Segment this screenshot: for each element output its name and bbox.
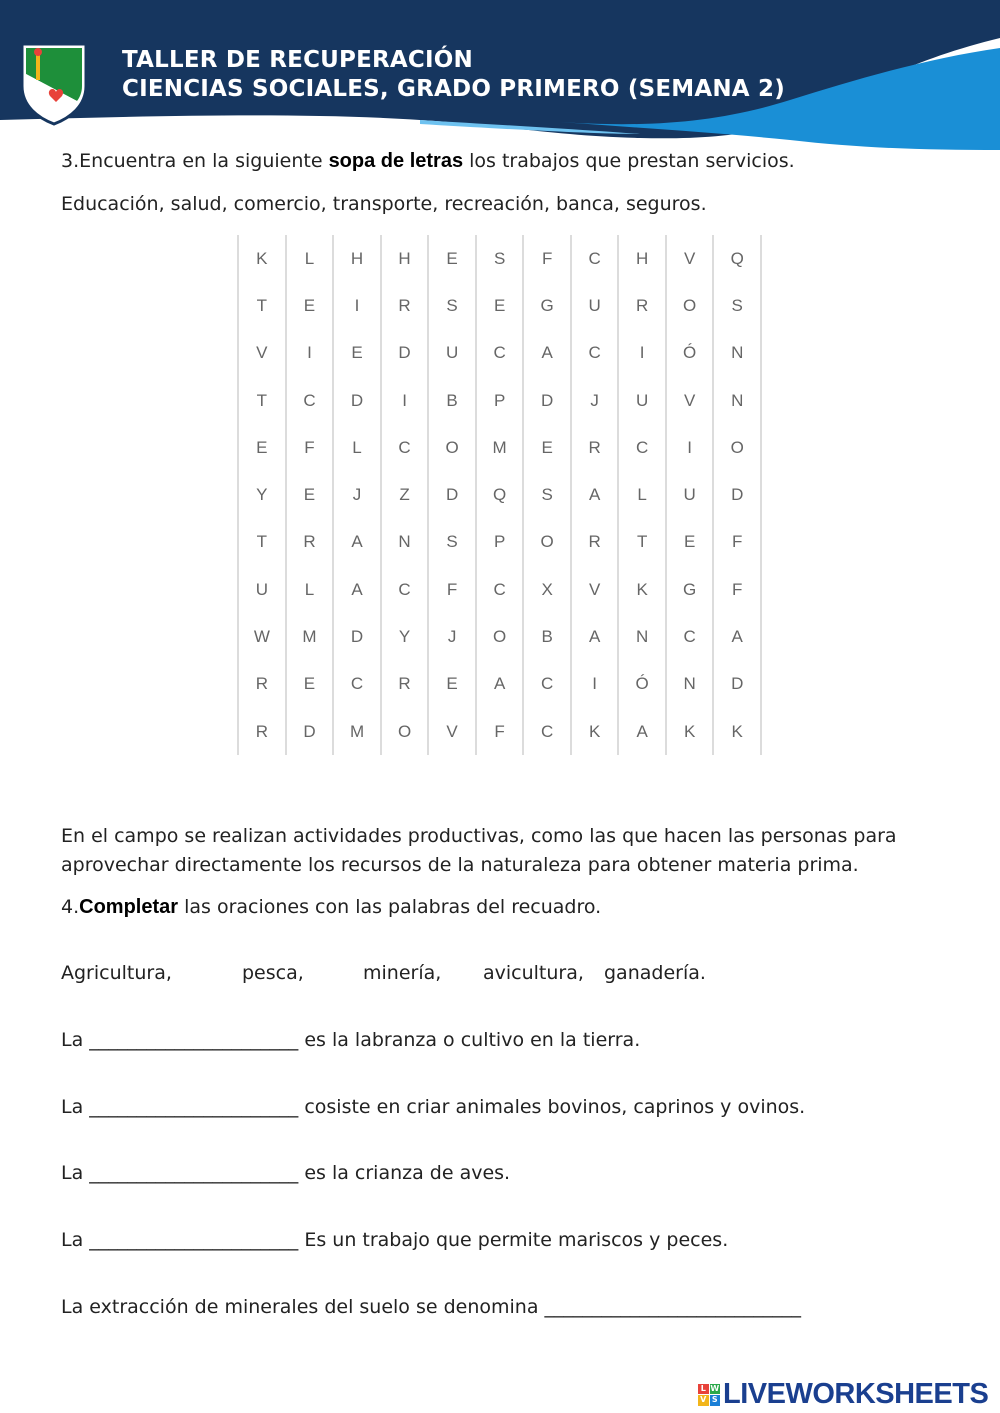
grid-cell[interactable]: C xyxy=(476,566,524,613)
grid-cell[interactable]: E xyxy=(333,330,381,377)
intro-line-1: En el campo se realizan actividades productivas, como las que hacen las personas para xyxy=(61,825,897,847)
grid-cell[interactable]: L xyxy=(333,424,381,471)
grid-cell[interactable]: A xyxy=(476,661,524,708)
word-bank-item: avicultura, xyxy=(483,962,584,984)
intro-line-2: aprovechar directamente los recursos de la naturaleza para obtener materia prima. xyxy=(61,854,859,876)
grid-cell[interactable]: F xyxy=(428,566,476,613)
question-3-prompt xyxy=(61,150,795,173)
grid-cell[interactable]: C xyxy=(523,661,571,708)
grid-cell[interactable]: S xyxy=(713,282,761,329)
grid-cell[interactable]: S xyxy=(428,282,476,329)
question-4-prompt xyxy=(61,896,601,919)
grid-cell[interactable]: E xyxy=(286,471,334,518)
grid-row xyxy=(238,471,761,518)
liveworksheets-logo[interactable] xyxy=(698,1378,988,1411)
grid-cell[interactable]: O xyxy=(523,519,571,566)
grid-cell[interactable]: F xyxy=(713,566,761,613)
grid-cell[interactable]: F xyxy=(476,708,524,755)
grid-cell[interactable]: N xyxy=(618,613,666,660)
grid-cell[interactable]: R xyxy=(238,708,286,755)
word-bank-item: ganadería. xyxy=(604,962,706,984)
grid-cell[interactable]: Ó xyxy=(618,661,666,708)
sentence-start: La xyxy=(61,1096,84,1118)
grid-cell[interactable]: Ó xyxy=(666,330,714,377)
grid-cell[interactable]: C xyxy=(381,424,429,471)
grid-cell[interactable]: I xyxy=(666,424,714,471)
question-number: 4. xyxy=(61,896,80,918)
grid-cell[interactable]: R xyxy=(571,519,618,566)
grid-cell[interactable]: K xyxy=(571,708,618,755)
grid-cell[interactable]: D xyxy=(333,377,381,424)
worksheet-title xyxy=(122,46,785,104)
grid-cell[interactable]: A xyxy=(333,519,381,566)
sentence-text: La extracción de minerales del suelo se denomina xyxy=(61,1296,539,1318)
grid-cell[interactable]: G xyxy=(523,282,571,329)
grid-cell[interactable]: E xyxy=(666,519,714,566)
grid-cell[interactable]: N xyxy=(666,661,714,708)
word-search-grid xyxy=(237,235,762,760)
question-text: las oraciones con las palabras del recuadro. xyxy=(178,896,602,918)
grid-cell[interactable]: T xyxy=(238,282,286,329)
grid-cell[interactable]: M xyxy=(286,613,334,660)
icon-letter: W xyxy=(710,1383,720,1393)
grid-row xyxy=(238,661,761,708)
grid-cell[interactable]: D xyxy=(713,471,761,518)
grid-cell[interactable]: E xyxy=(286,282,334,329)
sentence-end: Es un trabajo que permite mariscos y peces. xyxy=(304,1229,729,1251)
grid-cell[interactable]: R xyxy=(381,661,429,708)
grid-cell[interactable]: V xyxy=(666,235,714,282)
grid-cell[interactable]: K xyxy=(713,708,761,755)
grid-cell[interactable]: U xyxy=(571,282,618,329)
grid-cell[interactable]: S xyxy=(523,471,571,518)
grid-cell[interactable]: H xyxy=(333,235,381,282)
grid-cell[interactable]: A xyxy=(713,613,761,660)
grid-cell[interactable]: C xyxy=(333,661,381,708)
grid-cell[interactable]: V xyxy=(571,566,618,613)
grid-cell[interactable]: C xyxy=(381,566,429,613)
grid-cell[interactable]: J xyxy=(428,613,476,660)
grid-cell[interactable]: V xyxy=(428,708,476,755)
grid-cell[interactable]: P xyxy=(476,519,524,566)
grid-cell[interactable]: R xyxy=(286,519,334,566)
grid-cell[interactable]: F xyxy=(523,235,571,282)
grid-cell[interactable]: E xyxy=(523,424,571,471)
word-list: Educación, salud, comercio, transporte, recreación, banca, seguros. xyxy=(61,193,707,215)
answer-blank[interactable]: ______________________ xyxy=(89,1162,299,1184)
grid-cell[interactable]: K xyxy=(618,566,666,613)
grid-cell[interactable]: Q xyxy=(476,471,524,518)
grid-cell[interactable]: D xyxy=(333,613,381,660)
grid-row xyxy=(238,613,761,660)
title-line-1: TALLER DE RECUPERACIÓN xyxy=(122,47,473,73)
grid-cell[interactable]: J xyxy=(333,471,381,518)
grid-cell[interactable]: E xyxy=(286,661,334,708)
word-bank xyxy=(61,962,761,988)
question-bold-term: sopa de letras xyxy=(328,150,464,172)
sentence-2 xyxy=(61,1096,805,1118)
grid-cell[interactable]: A xyxy=(333,566,381,613)
icon-letter: S xyxy=(710,1395,721,1406)
sentence-start: La xyxy=(61,1229,84,1251)
grid-cell[interactable]: I xyxy=(571,661,618,708)
grid-cell[interactable]: A xyxy=(618,708,666,755)
title-line-2: CIENCIAS SOCIALES, GRADO PRIMERO (SEMANA 2) xyxy=(122,76,785,102)
grid-row xyxy=(238,519,761,566)
grid-cell[interactable]: D xyxy=(523,377,571,424)
answer-blank[interactable]: ______________________ xyxy=(89,1229,299,1251)
grid-cell[interactable]: K xyxy=(238,235,286,282)
grid-row xyxy=(238,424,761,471)
grid-cell[interactable]: V xyxy=(238,330,286,377)
word-bank-item: minería, xyxy=(363,962,442,984)
grid-row xyxy=(238,330,761,377)
grid-cell[interactable]: A xyxy=(523,330,571,377)
grid-cell[interactable]: N xyxy=(713,377,761,424)
grid-cell[interactable]: U xyxy=(238,566,286,613)
grid-cell[interactable]: U xyxy=(428,330,476,377)
sentence-end: es la crianza de aves. xyxy=(304,1162,511,1184)
grid-cell[interactable]: O xyxy=(666,282,714,329)
grid-cell[interactable]: K xyxy=(666,708,714,755)
sentence-end: cosiste en criar animales bovinos, caprinos y ovinos. xyxy=(304,1096,806,1118)
grid-row xyxy=(238,566,761,613)
grid-cell[interactable]: O xyxy=(381,708,429,755)
grid-cell[interactable]: M xyxy=(476,424,524,471)
question-text: Encuentra en la siguiente xyxy=(79,150,329,172)
grid-cell[interactable]: T xyxy=(618,519,666,566)
school-shield-logo xyxy=(16,36,92,126)
icon-letter: L xyxy=(698,1384,709,1395)
grid-cell[interactable]: E xyxy=(238,424,286,471)
sentence-1 xyxy=(61,1029,640,1051)
grid-cell[interactable]: O xyxy=(428,424,476,471)
question-number: 3. xyxy=(61,150,80,172)
grid-cell[interactable]: Q xyxy=(713,235,761,282)
grid-cell[interactable]: B xyxy=(523,613,571,660)
grid-cell[interactable]: R xyxy=(238,661,286,708)
grid-cell[interactable]: G xyxy=(666,566,714,613)
liveworksheets-icon xyxy=(698,1384,720,1406)
sentence-5 xyxy=(61,1296,801,1318)
sentence-start: La xyxy=(61,1162,84,1184)
word-bank-item: pesca, xyxy=(242,962,304,984)
grid-cell[interactable]: I xyxy=(381,377,429,424)
header-banner xyxy=(0,0,1000,160)
word-search-table xyxy=(237,235,762,755)
grid-cell[interactable]: A xyxy=(571,613,618,660)
grid-cell[interactable]: O xyxy=(713,424,761,471)
grid-cell[interactable]: D xyxy=(428,471,476,518)
grid-cell[interactable]: Y xyxy=(381,613,429,660)
grid-cell[interactable]: V xyxy=(666,377,714,424)
grid-cell[interactable]: C xyxy=(286,377,334,424)
grid-row xyxy=(238,377,761,424)
sentence-4 xyxy=(61,1229,728,1251)
grid-cell[interactable]: S xyxy=(476,235,524,282)
grid-row xyxy=(238,235,761,282)
grid-cell[interactable]: R xyxy=(618,282,666,329)
question-bold-term: Completar xyxy=(79,896,179,918)
grid-cell[interactable]: L xyxy=(618,471,666,518)
grid-cell[interactable]: T xyxy=(238,377,286,424)
grid-cell[interactable]: C xyxy=(523,708,571,755)
grid-cell[interactable]: D xyxy=(286,708,334,755)
grid-cell[interactable]: Y xyxy=(238,471,286,518)
grid-cell[interactable]: C xyxy=(666,613,714,660)
grid-cell[interactable]: T xyxy=(238,519,286,566)
grid-cell[interactable]: X xyxy=(523,566,571,613)
brand-name: LIVEWORKSHEETS xyxy=(723,1378,989,1410)
grid-cell[interactable]: J xyxy=(571,377,618,424)
grid-cell[interactable]: U xyxy=(618,377,666,424)
answer-blank[interactable]: ______________________ xyxy=(89,1029,299,1051)
grid-cell[interactable]: O xyxy=(476,613,524,660)
grid-cell[interactable]: I xyxy=(286,330,334,377)
grid-cell[interactable]: C xyxy=(571,330,618,377)
grid-cell[interactable]: D xyxy=(713,661,761,708)
grid-cell[interactable]: I xyxy=(618,330,666,377)
grid-cell[interactable]: Z xyxy=(381,471,429,518)
grid-cell[interactable]: M xyxy=(333,708,381,755)
grid-cell[interactable]: R xyxy=(571,424,618,471)
grid-cell[interactable]: E xyxy=(476,282,524,329)
grid-cell[interactable]: N xyxy=(713,330,761,377)
grid-row xyxy=(238,282,761,329)
grid-cell[interactable]: B xyxy=(428,377,476,424)
grid-cell[interactable]: E xyxy=(428,661,476,708)
icon-letter: V xyxy=(698,1395,709,1406)
grid-cell[interactable]: C xyxy=(618,424,666,471)
grid-cell[interactable]: L xyxy=(286,566,334,613)
grid-cell[interactable]: N xyxy=(381,519,429,566)
answer-blank[interactable]: ______________________ xyxy=(89,1096,299,1118)
sentence-3 xyxy=(61,1162,510,1184)
answer-blank[interactable]: ___________________________ xyxy=(544,1296,802,1318)
question-text-end: los trabajos que prestan servicios. xyxy=(463,150,795,172)
grid-cell[interactable]: H xyxy=(618,235,666,282)
grid-cell[interactable]: L xyxy=(286,235,334,282)
grid-cell[interactable]: D xyxy=(381,330,429,377)
grid-cell[interactable]: C xyxy=(476,330,524,377)
grid-cell[interactable]: U xyxy=(666,471,714,518)
grid-cell[interactable]: F xyxy=(286,424,334,471)
grid-cell[interactable]: C xyxy=(571,235,618,282)
grid-cell[interactable]: I xyxy=(333,282,381,329)
grid-cell[interactable]: H xyxy=(381,235,429,282)
grid-cell[interactable]: S xyxy=(428,519,476,566)
grid-cell[interactable]: R xyxy=(381,282,429,329)
grid-cell[interactable]: A xyxy=(571,471,618,518)
grid-cell[interactable]: W xyxy=(238,613,286,660)
grid-row xyxy=(238,708,761,755)
sentence-end: es la labranza o cultivo en la tierra. xyxy=(304,1029,641,1051)
grid-cell[interactable]: F xyxy=(713,519,761,566)
grid-cell[interactable]: E xyxy=(428,235,476,282)
grid-cell[interactable]: P xyxy=(476,377,524,424)
word-bank-item: Agricultura, xyxy=(61,962,172,984)
sentence-start: La xyxy=(61,1029,84,1051)
